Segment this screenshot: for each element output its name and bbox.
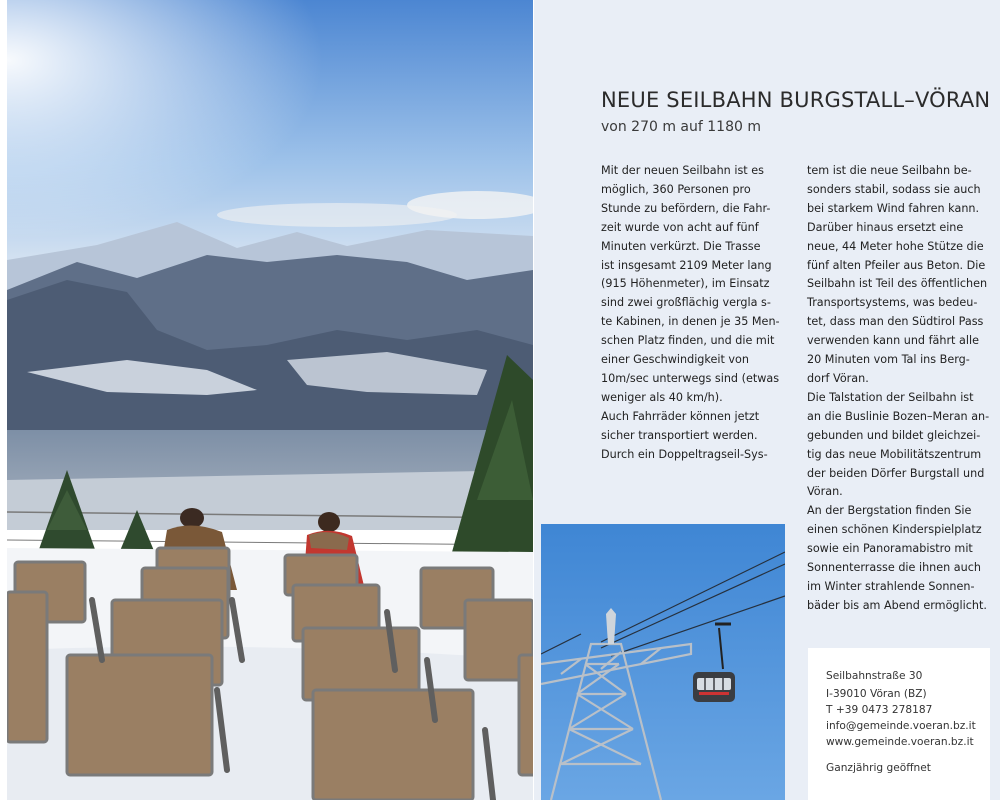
- text-line: bäder bis am Abend ermöglicht.: [807, 598, 987, 612]
- text-line: Durch ein Doppeltragseil-Sys-: [601, 447, 768, 461]
- text-line: Die Talstation der Seilbahn ist: [807, 390, 974, 404]
- text-line: Seilbahn ist Teil des öffentlichen: [807, 277, 988, 291]
- text-line: einer Geschwindigkeit von: [601, 353, 749, 367]
- text-line: neue, 44 Meter hohe Stütze die: [807, 239, 984, 253]
- text-line: fünf alten Pfeiler aus Beton. Die: [807, 258, 986, 272]
- article-column-1: [601, 162, 791, 465]
- text-line: te Kabinen, in denen je 35 Men-: [601, 315, 780, 329]
- text-line: zeit wurde von acht auf fünf: [601, 220, 759, 234]
- text-line: der beiden Dörfer Burgstall und: [807, 466, 985, 480]
- mountain-terrace-photo: [7, 0, 533, 800]
- text-line: an die Buslinie Bozen–Meran an-: [807, 409, 990, 423]
- text-line: tig das neue Mobilitätszentrum: [807, 447, 982, 461]
- contact-phone: T +39 0473 278187: [826, 704, 933, 716]
- text-line: einen schönen Kinderspielplatz: [807, 523, 982, 537]
- text-line: Transportsystems, was bedeu-: [807, 296, 978, 310]
- cable-car-pylon-photo: [541, 524, 785, 800]
- text-line: bei starkem Wind fahren kann.: [807, 201, 980, 215]
- text-line: 10m/sec unterwegs sind (etwas: [601, 371, 780, 385]
- text-line: ist insgesamt 2109 Meter lang: [601, 258, 772, 272]
- contact-street: Seilbahnstraße 30: [826, 670, 923, 682]
- contact-city: I-39010 Vöran (BZ): [826, 688, 927, 700]
- page-subtitle: von 270 m auf 1180 m: [601, 119, 761, 135]
- contact-box: [808, 648, 990, 800]
- text-line: schen Platz finden, und die mit: [601, 334, 775, 348]
- text-line: Stunde zu befördern, die Fahr-: [601, 201, 771, 215]
- text-line: Minuten verkürzt. Die Trasse: [601, 239, 761, 253]
- text-line: An der Bergstation finden Sie: [807, 504, 972, 518]
- contact-website[interactable]: www.gemeinde.voeran.bz.it: [826, 736, 974, 748]
- text-line: dorf Vöran.: [807, 371, 869, 385]
- text-line: Vöran.: [807, 485, 843, 499]
- text-line: möglich, 360 Personen pro: [601, 182, 751, 196]
- text-line: tem ist die neue Seilbahn be-: [807, 164, 972, 177]
- text-line: im Winter strahlende Sonnen-: [807, 579, 975, 593]
- article-column-2: [807, 162, 997, 616]
- text-line: Darüber hinaus ersetzt eine: [807, 220, 964, 234]
- text-line: Sonnenterrasse die ihnen auch: [807, 561, 981, 575]
- page-title: NEUE SEILBAHN BURGSTALL–VÖRAN: [601, 88, 991, 112]
- text-line: sonders stabil, sodass sie auch: [807, 182, 981, 196]
- text-line: tet, dass man den Südtirol Pass: [807, 315, 984, 329]
- opening-hours: Ganzjährig geöffnet: [826, 762, 931, 774]
- contact-email[interactable]: info@gemeinde.voeran.bz.it: [826, 720, 976, 732]
- text-line: weniger als 40 km/h).: [601, 390, 723, 404]
- text-line: 20 Minuten vom Tal ins Berg-: [807, 353, 970, 367]
- text-line: sowie ein Panoramabistro mit: [807, 542, 973, 556]
- text-line: sind zwei großflächig vergla s-: [601, 296, 771, 310]
- text-line: sicher transportiert werden.: [601, 428, 758, 442]
- text-line: Mit der neuen Seilbahn ist es: [601, 164, 764, 177]
- text-line: (915 Höhenmeter), im Einsatz: [601, 277, 770, 291]
- text-line: Auch Fahrräder können jetzt: [601, 409, 760, 423]
- text-line: gebunden und bildet gleichzei-: [807, 428, 981, 442]
- text-line: verwenden kann und fährt alle: [807, 334, 979, 348]
